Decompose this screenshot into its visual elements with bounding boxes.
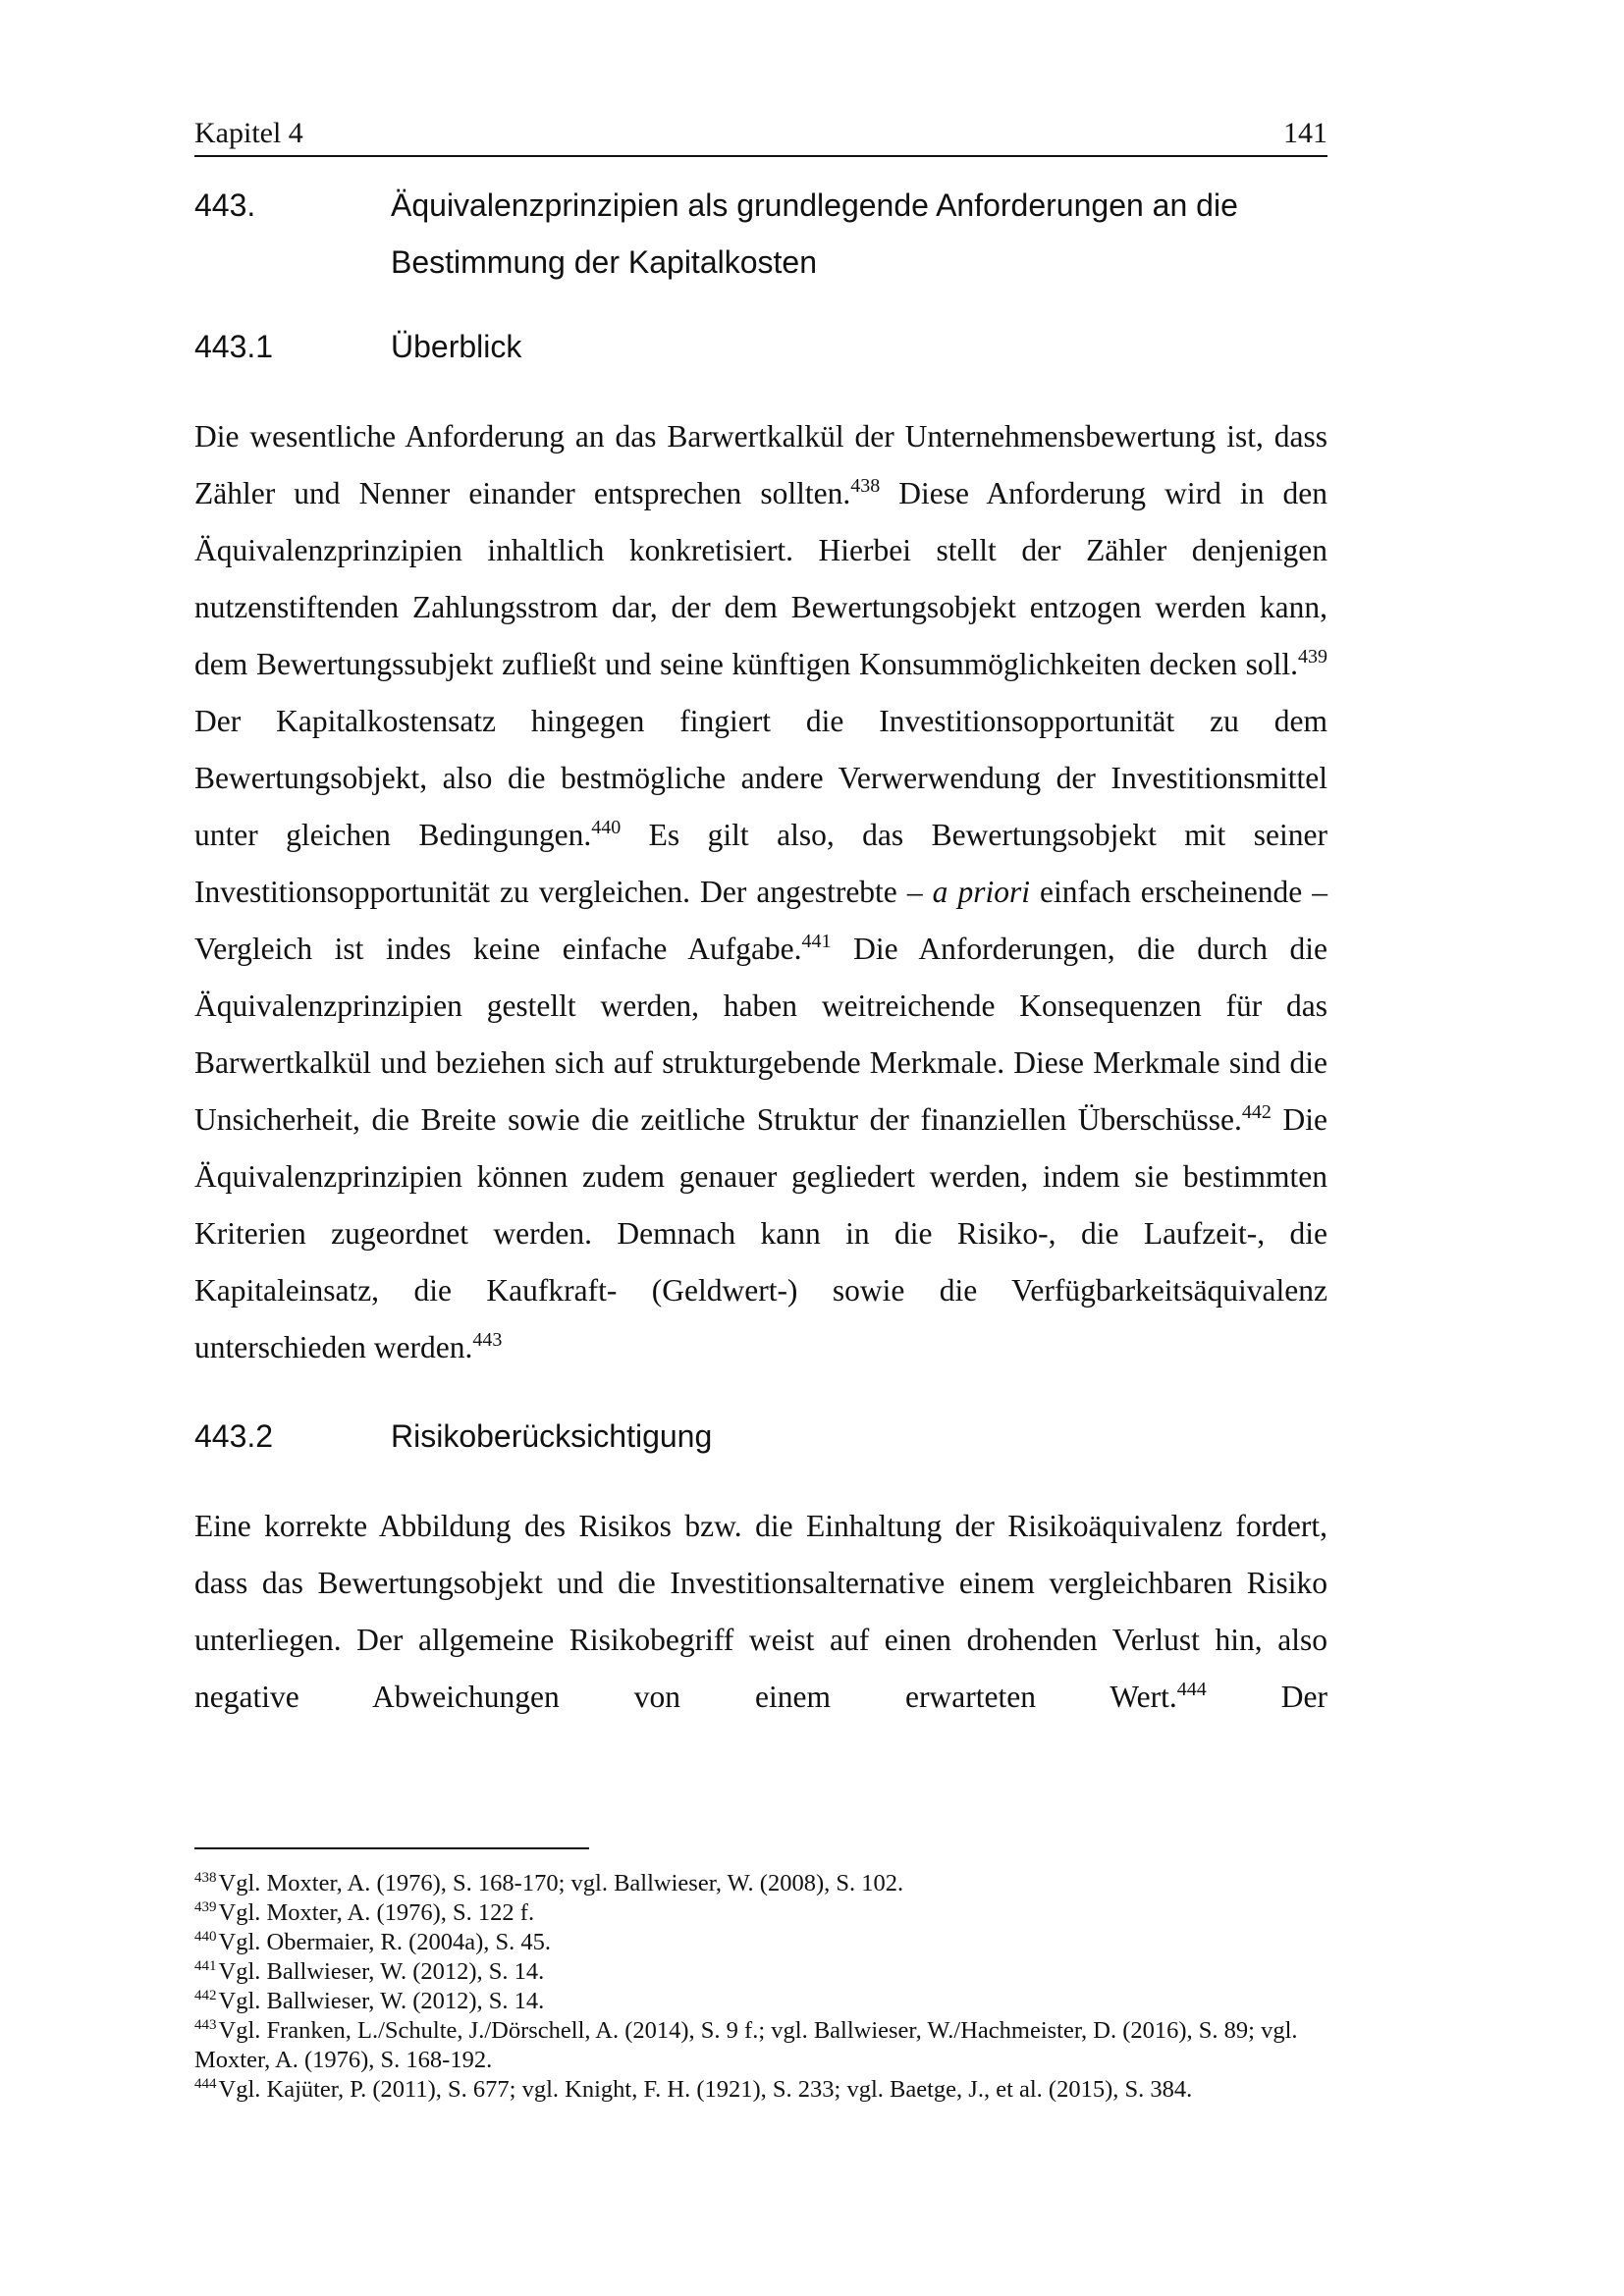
italic-term: a priori	[932, 875, 1030, 909]
section-heading	[194, 177, 1327, 291]
subsection-heading-risk	[194, 1408, 1327, 1465]
footnote-ref: 442	[1241, 1101, 1272, 1123]
footnote-ref: 444	[1176, 1678, 1207, 1700]
subsection-number: 443.2	[194, 1417, 274, 1454]
footnote: $^{442}$Vgl. Ballwieser, W. (2012), S. 14.	[194, 1987, 545, 2014]
footnote: $^{441}$Vgl. Ballwieser, W. (2012), S. 14.	[194, 1957, 545, 1985]
body-paragraph-risk: Eine korrekte Abbildung des Risikos bzw. die Einhaltung der Risikoäquivalenz fordert, dass das Bewertungsobjekt und die Investitionsalternative einem vergleichbaren Risiko unterliegen. Der allgemeine Risikobegriff weist auf einen drohenden Verlust hin, also negative Abweichungen von einem erwarteten Wert.$^{444}$ Der	[194, 1508, 1327, 1714]
section-number: 443.	[194, 187, 256, 223]
body-paragraph-overview: Die wesentliche Anforderung an das Barwertkalkül der Unternehmensbewertung ist, dass Zähler und Nenner einander entsprechen sollten.$^{438}$ Diese Anforderung wird in den Äquivalenzprinzipien inhaltlich konkretisiert. Hierbei stellt der Zähler denjenigen nutzenstiftenden Zahlungsstrom dar, der dem Bewertungsobjekt entzogen werden kann, dem Bewertungssubjekt zufließt und seine künftigen Konsummöglichkeiten decken soll.$^{439}$ Der Kapitalkostensatz hingegen fingiert die Investitionsopportunität zu dem Bewertungsobjekt, also die bestmögliche andere Verwerwendung der Investitionsmittel unter gleichen Bedingungen.$^{440}$ Es gilt also, das Bewertungsobjekt mit seiner Investitionsopportunität zu vergleichen. Der angestrebte – a priori einfach erscheinende – Vergleich ist indes keine einfache Aufgabe.$^{441}$ Die Anforderungen, die durch die Äquivalenzprinzipien gestellt werden, haben weitreichende Konsequenzen für das Barwertkalkül und beziehen sich auf strukturgebende Merkmale. Diese Merkmale sind die Unsicherheit, die Breite sowie die zeitliche Struktur der finanziellen Überschüsse.$^{442}$ Die Äquivalenzprinzipien können zudem genauer gegliedert werden, indem sie bestimmten Kriterien zugeordnet werden. Demnach kann in die Risiko-, die Laufzeit-, die Kapitaleinsatz, die Kaufkraft- (Geldwert-) sowie die Verfügbarkeitsäquivalenz unterschieden werden.$^{443}$	[194, 419, 1327, 1364]
footnote-ref: 443	[472, 1329, 503, 1351]
subsection-title: Überblick	[391, 329, 522, 364]
footnote-ref: 439	[1298, 646, 1327, 667]
subsection-title: Risikoberücksichtigung	[391, 1417, 713, 1454]
footnote: $^{438}$Vgl. Moxter, A. (1976), S. 168-170; vgl. Ballwieser, W. (2008), S. 102.	[194, 1869, 904, 1896]
footnote: $^{440}$Vgl. Obermaier, R. (2004a), S. 45.	[194, 1928, 552, 1955]
footnote-ref: 441	[801, 931, 832, 952]
section-title: Äquivalenzprinzipien als grundlegende Anforderungen an die Bestimmung der Kapitalkosten	[391, 187, 1238, 280]
footnote: $^{443}$Vgl. Franken, L./Schulte, J./Dörschell, A. (2014), S. 9 f.; vgl. Ballwieser, W./Hachmeister, D. (2016), S. 89; vgl. Moxter, A. (1976), S. 168-192.	[194, 2016, 1298, 2073]
running-header	[194, 116, 1327, 157]
chapter-label: Kapitel 4	[194, 117, 303, 149]
footnotes	[194, 1869, 1327, 2105]
subsection-number: 443.1	[194, 329, 274, 364]
page-number: 141	[1283, 117, 1327, 149]
footnote: $^{444}$Vgl. Kajüter, P. (2011), S. 677; vgl. Knight, F. H. (1921), S. 233; vgl. Baetge, J., et al. (2015), S. 384.	[194, 2075, 1193, 2103]
footnote: $^{439}$Vgl. Moxter, A. (1976), S. 122 f.	[194, 1898, 535, 1926]
subsection-heading-overview	[194, 318, 1327, 375]
footnote-separator	[194, 1847, 589, 1849]
document-page	[194, 116, 1327, 2105]
footnote-ref: 440	[591, 817, 622, 838]
footnote-ref: 438	[850, 475, 881, 497]
